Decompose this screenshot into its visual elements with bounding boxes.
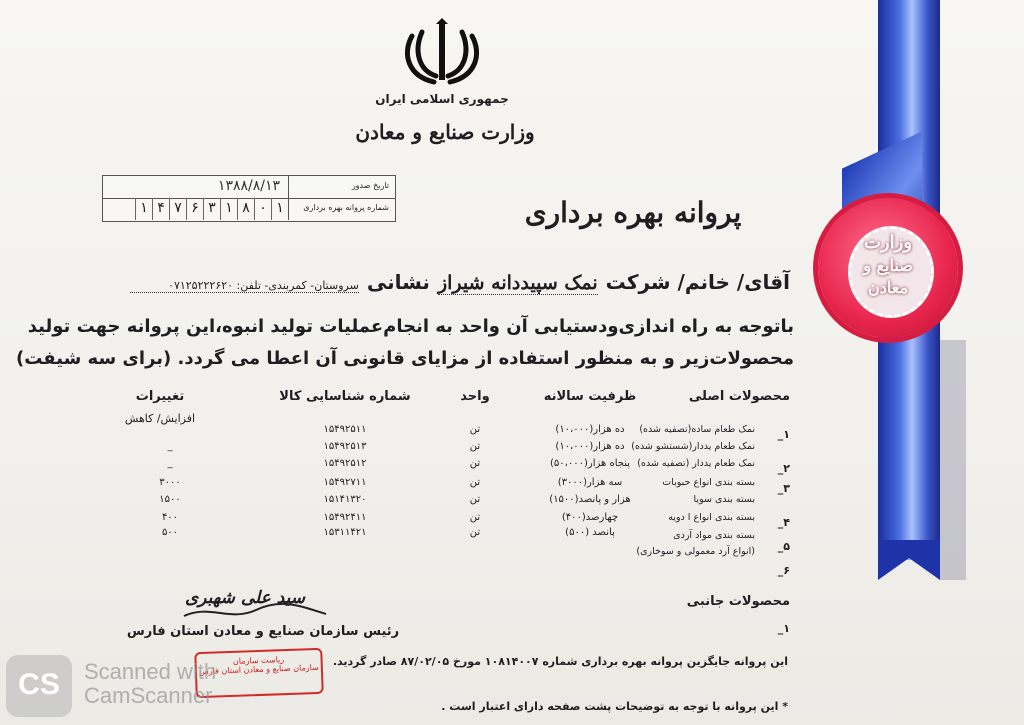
row-change: _	[167, 458, 173, 469]
signature-stroke	[180, 600, 330, 624]
registry-box	[102, 175, 396, 222]
row-code: ۱۵۴۹۲۵۱۲	[323, 458, 367, 469]
ribbon-shadow	[940, 340, 966, 580]
row-unit: تن	[469, 477, 481, 488]
col-code: شماره شناسایی کالا	[279, 389, 411, 404]
watermark-line-2: CamScanner	[84, 683, 213, 708]
row-product: بسته بندی انواع حبوبات	[662, 477, 755, 488]
replacement-note: این پروانه جایگزین پروانه بهره برداری شماره ۱۰۸۱۴۰۰۷ مورخ ۸۷/۰۲/۰۵ صادر گردید.	[332, 655, 788, 668]
row-change: ۴۰۰	[161, 512, 179, 523]
row-capacity: ده هزار(۱۰،۰۰۰)	[555, 441, 625, 452]
digit: ۰	[254, 198, 271, 220]
digit: ۱	[271, 198, 288, 220]
holder-prefix: آقای/ خانم/ شرکت	[605, 270, 790, 294]
row-code: ۱۵۴۹۲۵۱۱	[323, 424, 367, 435]
seal-text-3: معادن	[867, 278, 909, 297]
document-title: پروانه بهره برداری	[524, 196, 742, 229]
row-no: ۴_	[777, 516, 790, 529]
issue-date-label: تاریخ صدور	[288, 176, 395, 198]
issue-date-value: ۱۳۸۸/۸/۱۳	[217, 178, 280, 194]
row-capacity: پنجاه هزار(۵۰،۰۰۰)	[549, 458, 631, 469]
body-line-1: باتوجه به راه اندازی‌ودستیابی آن واحد به انجام‌عملیات تولید انبوه،این پروانه جهت تولید	[27, 316, 794, 337]
row-capacity: پانصد (۵۰۰)	[565, 527, 615, 538]
row-unit: تن	[469, 458, 481, 469]
row-no: ۳_	[777, 482, 790, 495]
row-code: ۱۵۴۹۲۷۱۱	[323, 477, 367, 488]
col-changes: تغییرات	[135, 389, 185, 404]
ministry-heading: وزارت صنایع و معادن	[355, 120, 535, 144]
row-change: ۱۵۰۰	[159, 494, 181, 505]
body-line-2: محصولات‌زیر و به منظور استفاده از مزایای قانونی آن اعطا می گردد. (برای سه شیفت)	[15, 348, 794, 369]
row-product: بسته بندی انواع ا دویه	[668, 512, 755, 523]
address-value: سروستان- کمربندی- تلفن: ۰۷۱۲۵۲۲۲۶۲۰	[130, 279, 359, 293]
address-label: نشانی	[366, 270, 430, 294]
row-change: ۵۰۰	[161, 527, 179, 538]
row-capacity: هزار و پانصد(۱۵۰۰)	[549, 494, 631, 505]
digit: ۴	[152, 198, 169, 220]
row-code: ۱۵۳۱۱۴۲۱	[323, 527, 367, 538]
digit: ۱	[220, 198, 237, 220]
row-unit: تن	[469, 441, 481, 452]
stamp-line-1: ریاست سازمان	[232, 655, 285, 666]
signatory-name: سید علی شهبری	[185, 588, 305, 608]
col-capacity: ظرفیت سالانه	[543, 389, 637, 404]
row-product: نمک طعام یددار (تصفیه شده)	[637, 458, 755, 469]
side-product-item: ۱_	[777, 622, 790, 635]
row-no: ۵_	[777, 540, 790, 553]
holder-line	[130, 270, 790, 295]
row-no: ۶_	[777, 564, 790, 577]
row-product: بسته بندی مواد آردی	[673, 530, 755, 541]
validity-footnote: * این پروانه با توجه به توضیحات پشت صفحه دارای اعتبار است .	[441, 700, 788, 713]
changes-sub: افزایش/ کاهش	[124, 412, 196, 425]
watermark-line-1: Scanned with	[84, 659, 217, 684]
signatory-position: رئیس سازمان صنایع و معادن استان فارس	[126, 624, 400, 639]
row-no: ۱_	[777, 428, 790, 441]
row-product: نمک طعام ساده(تصفیه شده)	[639, 424, 755, 435]
stamp-line-2: سازمان صنایع و معادن استان فارس	[198, 662, 319, 677]
camscanner-logo-icon: CS	[6, 655, 72, 717]
row-unit: تن	[469, 424, 481, 435]
license-number-digits	[135, 198, 288, 220]
row-code: ۱۵۱۴۱۳۲۰	[323, 494, 367, 505]
digit: ۱	[135, 198, 152, 220]
row-product: بسته بندی سویا	[693, 494, 755, 505]
row-code: ۱۵۴۹۲۴۱۱	[323, 512, 367, 523]
row-no: ۲_	[777, 462, 790, 475]
ribbon-tail	[878, 540, 940, 580]
digit: ۳	[203, 198, 220, 220]
license-number-label: شماره پروانه بهره برداری	[288, 198, 395, 220]
license-number-row	[103, 198, 395, 220]
row-product: نمک طعام یددار(شستشو شده)	[631, 441, 755, 452]
row-product: (انواع آرد معمولی و سوخاری)	[636, 546, 755, 557]
row-capacity: سه هزار(۳۰۰۰)	[557, 477, 623, 488]
row-change: ۳۰۰۰	[159, 477, 181, 488]
row-unit: تن	[469, 527, 481, 538]
row-unit: تن	[469, 494, 481, 505]
digit: ۸	[237, 198, 254, 220]
seal-text-2: صنایع و	[863, 256, 913, 275]
seal-text-1: وزارت	[863, 232, 913, 253]
row-change: _	[167, 441, 173, 452]
col-products: محصولات اصلی	[688, 389, 790, 404]
issue-date-row	[103, 176, 395, 199]
republic-heading: جمهوری اسلامی ایران	[375, 92, 509, 106]
row-capacity: ده هزار(۱۰،۰۰۰)	[555, 424, 625, 435]
side-products-label: محصولات جانبی	[686, 594, 790, 609]
digit: ۶	[186, 198, 203, 220]
row-code: ۱۵۴۹۲۵۱۳	[323, 441, 367, 452]
row-capacity: چهارصد(۴۰۰)	[561, 512, 619, 523]
iran-emblem-icon	[398, 18, 486, 88]
company-name: نمک سپیددانه شیراز	[437, 272, 598, 294]
row-unit: تن	[469, 512, 481, 523]
digit: ۷	[169, 198, 186, 220]
camscanner-watermark	[84, 660, 216, 708]
col-unit: واحد	[460, 389, 490, 404]
